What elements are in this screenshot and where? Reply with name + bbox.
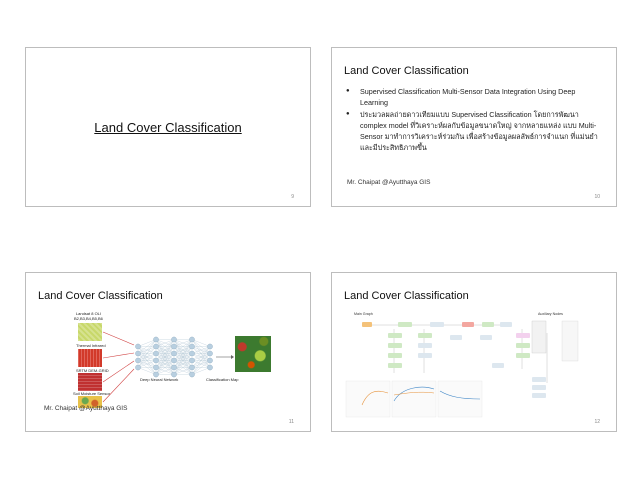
classification-map-image — [235, 336, 271, 372]
network-edge — [192, 340, 210, 347]
network-node — [171, 358, 176, 363]
network-node — [171, 351, 176, 356]
bullet-item: ● Supervised Classification Multi-Sensor Data Integration Using Deep Learning — [346, 86, 604, 108]
landsat-label: Landsat 8 OLI B2,B3,B4,B5,B6 — [74, 311, 103, 321]
page-number: 11 — [288, 419, 294, 425]
network-node — [153, 344, 158, 349]
slide-title: Land Cover Classification — [344, 65, 469, 77]
network-node — [189, 365, 194, 370]
network-node — [207, 344, 212, 349]
tensorflow-graph-diagram — [332, 273, 617, 432]
soil-label: Soil Moisture Sensor — [73, 391, 110, 396]
network-label: Deep Neural Network — [140, 377, 179, 382]
network-node — [189, 351, 194, 356]
network-node — [171, 365, 176, 370]
network-node — [153, 337, 158, 342]
thermal-label: Thermal Infrared — [76, 343, 106, 348]
output-arrowhead — [231, 355, 234, 359]
aux-nodes-label: Auxiliary Nodes — [538, 312, 563, 316]
network-node — [189, 344, 194, 349]
slide-title: Land Cover Classification — [38, 290, 163, 302]
bullet-item: ● ประมวลผลถ่ายดาวเทียมแบบ Supervised Classification โดยการพัฒนา complex model ที่วิเคราะห์ผลกับข้อมูลขนาดใหญ่ จากหลายแหล่ง แบบ Multi-Sensor มาทำการวิเคราะห์ร่วมกัน เพื่อสร้างข้อมูลผลลัพธ์การจำแนก ที่แม่นยำและมีประสิทธิภาพขึ้น — [346, 109, 604, 153]
srtm-label: SRTM DEM-GRID — [76, 368, 109, 373]
network-edge — [192, 354, 210, 375]
arrow-soil — [103, 369, 134, 402]
author-credit: Mr. Chaipat @Ayutthaya GIS — [347, 179, 431, 186]
network-node — [207, 351, 212, 356]
arrow-thermal — [103, 353, 134, 358]
network-node — [171, 344, 176, 349]
main-graph-label: Main Graph — [354, 312, 373, 316]
slide-4[interactable] — [331, 272, 617, 432]
network-node — [153, 358, 158, 363]
slide-1[interactable] — [25, 47, 311, 207]
arrow-landsat — [103, 332, 134, 345]
network-node — [189, 337, 194, 342]
network-node — [207, 358, 212, 363]
network-node — [189, 372, 194, 377]
slide-3[interactable] — [25, 272, 311, 432]
slide-2[interactable] — [331, 47, 617, 207]
network-edge — [138, 368, 156, 375]
network-node — [207, 365, 212, 370]
network-node — [189, 358, 194, 363]
slide-title: Land Cover Classification — [344, 290, 469, 302]
map-label: Classification Map — [206, 377, 239, 382]
input-arrows — [103, 332, 134, 402]
page-number: 12 — [594, 419, 600, 425]
network-edge — [138, 340, 156, 347]
page-number: 10 — [594, 194, 600, 200]
network-node — [153, 351, 158, 356]
arrow-srtm — [103, 361, 134, 382]
network-node — [135, 344, 140, 349]
network-edge — [192, 368, 210, 375]
slide-title: Land Cover Classification — [94, 120, 242, 135]
network-node — [171, 337, 176, 342]
author-credit: Mr. Chaipat @Ayutthaya GIS — [44, 405, 128, 412]
network-node — [153, 365, 158, 370]
bullet-list — [346, 86, 604, 154]
training-plots — [346, 381, 482, 417]
network-node — [135, 358, 140, 363]
network-node — [135, 351, 140, 356]
page-number: 9 — [291, 194, 294, 200]
network-edge — [138, 340, 156, 361]
network-node — [135, 365, 140, 370]
